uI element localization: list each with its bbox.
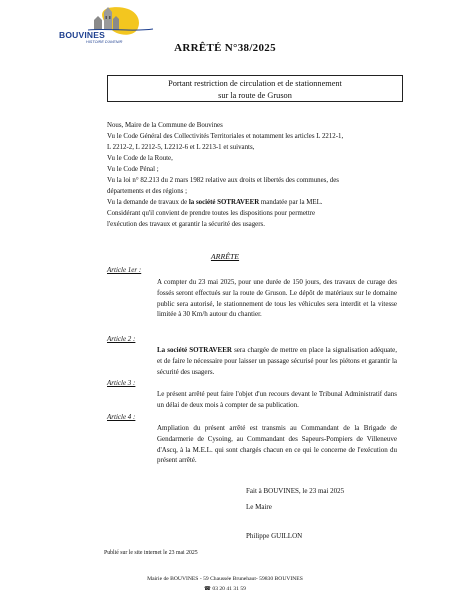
article-4-text: Ampliation du présent arrêté est transmis au Commandant de la Brigade de Gendarmerie de Cysoing, au Commandant des Sapeurs-Pompiers de Villeneuve d'Ascq, à la M.E.L. qui sont chargés chacun en ce qui le concerne de l'exécution du présent arrêté. [157,424,397,465]
article-4-label: Article 4 : [107,413,136,421]
preamble [107,120,403,230]
considerant-line-1: Considérant qu'il convient de prendre toutes les dispositions pour permettre [107,210,316,217]
subject-line-1: Portant restriction de circulation et de stationnement [168,79,342,88]
demande-company: la société SOTRAVEER [188,199,260,206]
preamble-line: départements et des régions ; [107,188,187,195]
signature-role: Le Maire [246,503,272,511]
considerant-line-2: l'exécution des travaux et garantir la sécurité des usagers. [107,221,265,228]
article-2-text [157,345,397,377]
article-2-label: Article 2 : [107,335,136,343]
logo-name: BOUVINES [59,30,105,40]
document-title: ARRÊTÉ N°38/2025 [174,42,276,54]
demande-suffix: mandatée par la MEL. [259,199,323,206]
footer-phone: ☎ 03 20 41 31 59 [204,586,246,592]
arrete-heading: ARRÊTE [210,252,240,261]
article-2-company: La société SOTRAVEER [157,346,232,354]
preamble-line: Vu le Code Pénal ; [107,166,159,173]
logo-tagline: HISTOIRE D'AVENIR [86,40,123,44]
preamble-line: Vu le Code de la Route, [107,155,173,162]
preamble-line: Vu le Code Général des Collectivités Territoriales et notamment les articles L 2212-1, [107,133,344,140]
article-3-text: Le présent arrêté peut faire l'objet d'un recours devant le Tribunal Administratif dans un délai de deux mois à compter de sa publication. [157,390,397,409]
publication-note: Publié sur le site internet le 23 mai 2025 [104,550,198,556]
preamble-line: Vu la loi n° 82.213 du 2 mars 1982 relative aux droits et libertés des communes, des [107,177,339,184]
preamble-line: Nous, Maire de la Commune de Bouvines [107,122,223,129]
subject-box [107,75,403,102]
preamble-line: L 2212-2, L 2212-5, L2212-6 et L 2213-1 et suivants, [107,144,255,151]
demande-prefix: Vu la demande de travaux de [107,199,189,206]
subject-line-2: sur la route de Gruson [218,90,292,100]
article-1-text: A compter du 23 mai 2025, pour une durée de 150 jours, des travaux de curage des fossés seront effectués sur la route de Gruson. Le dépôt de matériaux sur le domaine public sera autorisé, le stationnement de tous les véhicules sera interdit et la vitesse limitée à 30 Km/h autour du chantier. [157,278,397,319]
article-1-label: Article 1er : [107,266,142,274]
article-2-body: sera chargée de mettre en place la signalisation adéquate, et de faire le nécessaire pour laisser un passage sécurisé pour les piétons et garantir la sécurité des usagers. [157,346,397,376]
article-3-label: Article 3 : [107,379,136,387]
footer-address: Mairie de BOUVINES - 59 Chaussée Brunehaut- 59830 BOUVINES [147,576,303,582]
signature-name: Philippe GUILLON [246,532,303,540]
signature-place-date: Fait à BOUVINES, le 23 mai 2025 [246,487,345,495]
preamble-demande [107,197,403,208]
